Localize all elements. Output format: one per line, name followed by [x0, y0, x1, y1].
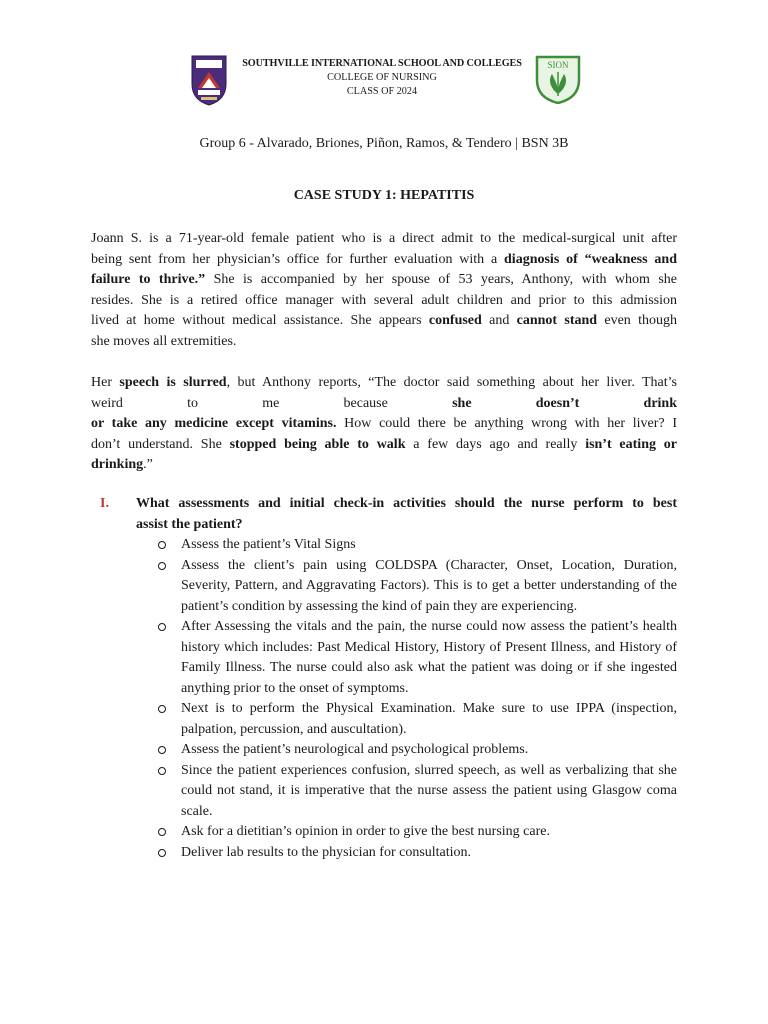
list-item: After Assessing the vitals and the pain, the nurse could now assess the patient’s health history which includes: Past Medical History, History of Present Illness, and History of Family Illness. The nurse could also ask what the patient was doing or if she ingested anything prior to the onset of symptoms. [136, 617, 677, 699]
southville-shield-logo [190, 54, 228, 106]
hollow-bullet-icon [158, 541, 166, 549]
college-name: COLLEGE OF NURSING [327, 72, 437, 83]
list-item: Assess the client’s pain using COLDSPA (Character, Onset, Location, Duration, Severity, Pattern, and Aggravating Factors). This is to get a better understanding of the patient’s condition by assessing the kind of pain they are experiencing. [136, 556, 677, 618]
paragraph-patient-intro [91, 229, 677, 352]
question-text: What assessments and initial check-in activities should the nurse perform to best assist the patient? [136, 496, 677, 532]
paragraph-spouse-report [91, 373, 677, 476]
text-line: don’t understand. She stopped being able to walk a few days ago and really isn’t eating or [91, 436, 677, 452]
hollow-bullet-icon [158, 828, 166, 836]
hollow-bullet-icon [158, 849, 166, 857]
text-line: or take any medicine except vitamins. How could there be anything wrong with her liver? I [91, 416, 677, 431]
text-line: lived at home without medical assistance. She appears confused and cannot stand even though [91, 313, 677, 328]
text-line: resides. She is a retired office manager with several adult children and prior to this admission [91, 292, 677, 308]
text-line: failure to thrive.” She is accompanied by her spouse of 53 years, Anthony, with whom she [91, 272, 677, 287]
list-item: Ask for a dietitian’s opinion in order to give the best nursing care. [136, 822, 677, 843]
list-item: Assess the patient’s Vital Signs [136, 535, 677, 556]
class-year: CLASS OF 2024 [346, 86, 418, 97]
text-line: she moves all extremities. [91, 333, 237, 349]
hollow-bullet-icon [158, 746, 166, 754]
text-line: being sent from her physician’s office for further evaluation with a diagnosis of “weakness and [91, 251, 677, 267]
list-item: Next is to perform the Physical Examination. Make sure to use IPPA (inspection, palpation, percussion, and auscultation). [136, 699, 677, 740]
group-line: Group 6 - Alvarado, Briones, Piñon, Ramos, & Tendero | BSN 3B [199, 136, 569, 151]
text-line: weird to me because she doesn’t drink [91, 395, 677, 411]
hollow-bullet-icon [158, 562, 166, 570]
text-line: Joann S. is a 71-year-old female patient who is a direct admit to the medical-surgical unit after [91, 231, 677, 246]
case-study-title: CASE STUDY 1: HEPATITIS [293, 188, 475, 203]
hollow-bullet-icon [158, 767, 166, 775]
answer-list [136, 535, 677, 863]
hollow-bullet-icon [158, 705, 166, 713]
list-item: Deliver lab results to the physician for consultation. [136, 843, 677, 864]
sion-shield-logo [534, 54, 582, 104]
letterhead [188, 52, 584, 108]
list-item: Assess the patient’s neurological and psychological problems. [136, 740, 677, 761]
text-line: drinking.” [91, 457, 153, 472]
text-line: Her speech is slurred, but Anthony reports, “The doctor said something about her liver. That’s [91, 375, 677, 390]
sion-logo-text: SION [547, 60, 569, 70]
letterhead-text [232, 57, 532, 99]
hollow-bullet-icon [158, 623, 166, 631]
list-item: Since the patient experiences confusion, slurred speech, as well as verbalizing that she could not stand, it is imperative that the nurse assess the patient using Glasgow coma scale. [136, 761, 677, 823]
question-1 [100, 494, 677, 535]
school-name: SOUTHVILLE INTERNATIONAL SCHOOL AND COLLEGES [242, 58, 522, 69]
question-number: I. [100, 496, 109, 511]
